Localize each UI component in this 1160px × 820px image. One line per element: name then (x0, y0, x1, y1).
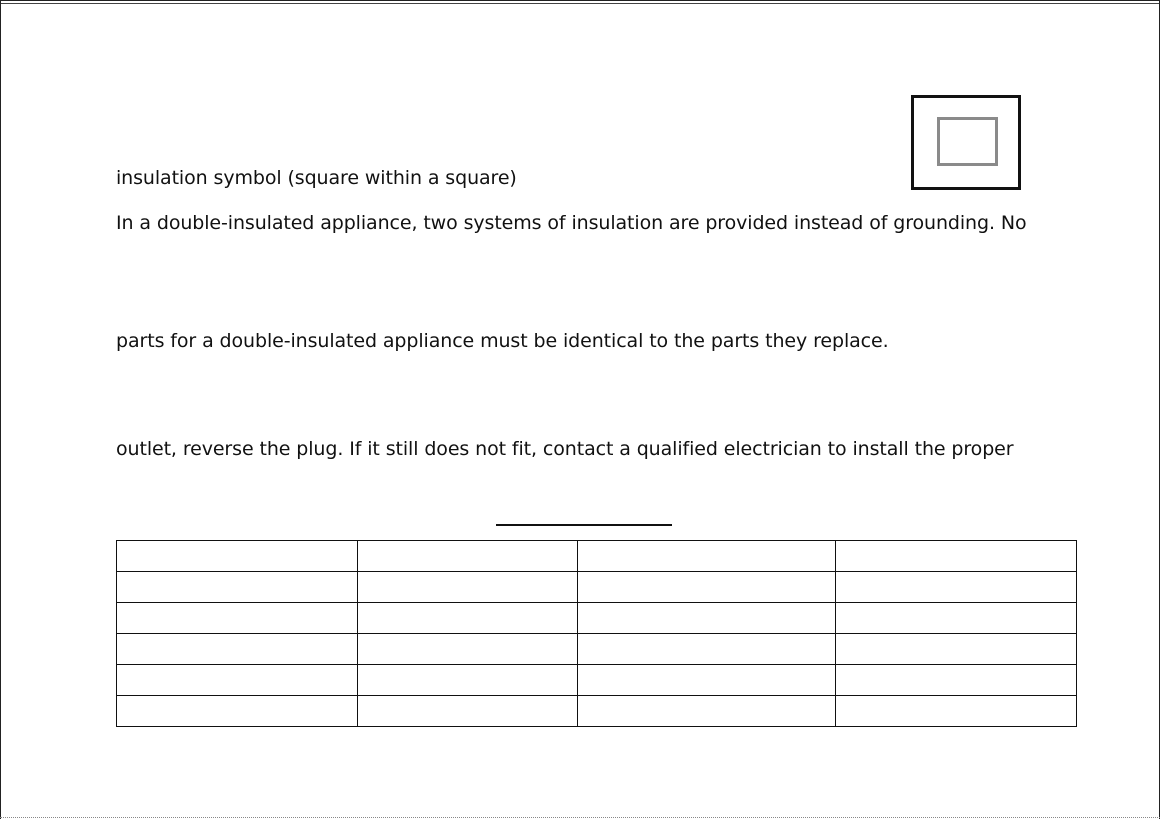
inner-square (937, 117, 998, 166)
table-cell (358, 603, 578, 634)
table-cell (358, 696, 578, 727)
table-cell (578, 696, 836, 727)
table-row (117, 634, 1077, 665)
table-cell (578, 665, 836, 696)
table-row (117, 665, 1077, 696)
replacement-parts-paragraph: parts for a double-insulated appliance must be identical to the parts they replace. (116, 330, 889, 352)
table-cell (358, 634, 578, 665)
table-cell (358, 541, 578, 572)
table-cell (117, 696, 358, 727)
page-bottom-edge (0, 817, 1160, 818)
table-cell (836, 665, 1077, 696)
table-cell (836, 572, 1077, 603)
specifications-table (116, 540, 1077, 727)
table-cell (117, 665, 358, 696)
table-cell (836, 603, 1077, 634)
table-cell (836, 541, 1077, 572)
symbol-caption: insulation symbol (square within a square) (116, 167, 517, 189)
outlet-paragraph: outlet, reverse the plug. If it still does not fit, contact a qualified electrician to install the proper (116, 438, 1014, 460)
table-cell (358, 665, 578, 696)
table-row (117, 541, 1077, 572)
table-cell (358, 572, 578, 603)
table-cell (578, 572, 836, 603)
table-cell (836, 634, 1077, 665)
table-row (117, 603, 1077, 634)
table-row (117, 572, 1077, 603)
table-cell (117, 634, 358, 665)
table-cell (117, 603, 358, 634)
table-cell (578, 634, 836, 665)
double-insulation-paragraph: In a double-insulated appliance, two systems of insulation are provided instead of grounding. No (116, 212, 1027, 234)
double-insulation-symbol-icon (911, 95, 1021, 190)
table-heading-underline (496, 524, 672, 526)
table-row (117, 696, 1077, 727)
table-cell (117, 541, 358, 572)
table-cell (117, 572, 358, 603)
table-cell (836, 696, 1077, 727)
table-cell (578, 541, 836, 572)
table-cell (578, 603, 836, 634)
